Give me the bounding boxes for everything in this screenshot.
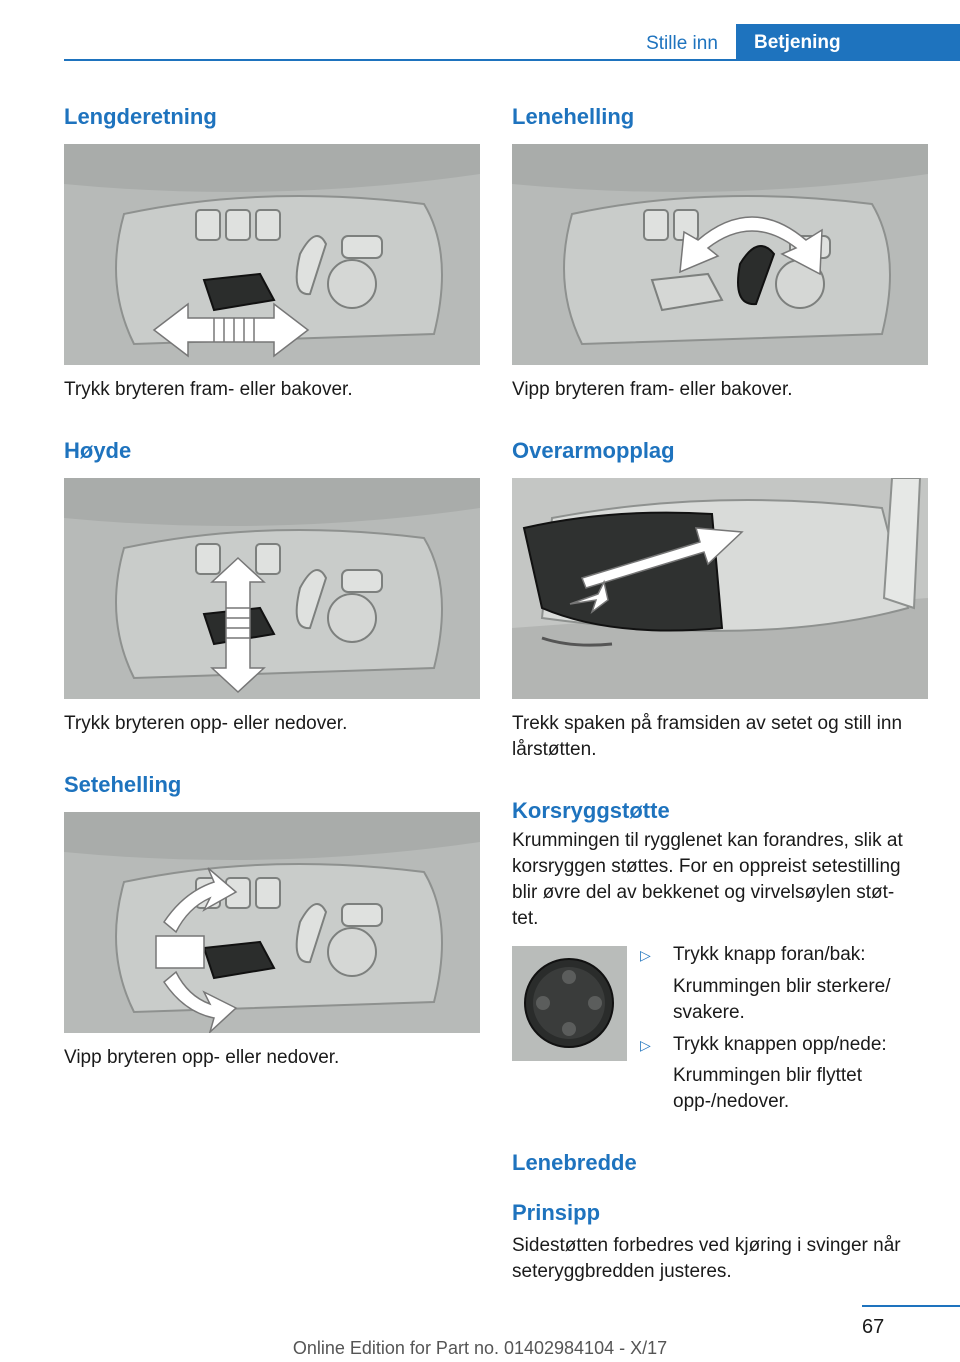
bullet-triangle-icon: ▷ bbox=[640, 1037, 651, 1053]
section-title-overarmopplag: Overarmopplag bbox=[512, 438, 675, 463]
section-title-lenebredde: Lenebredde bbox=[512, 1150, 637, 1175]
caption-overarmopplag-l2: lårstøtten. bbox=[512, 739, 597, 760]
header-chapter-tab[interactable]: Betjening bbox=[736, 24, 960, 60]
page-number: 67 bbox=[862, 1316, 885, 1338]
bullet-text: Trykk knapp foran/bak: bbox=[673, 944, 866, 965]
korsrygg-body-l1: Krummingen til rygglenet kan forandres, slik at bbox=[512, 830, 903, 851]
section-title-lengderetning: Lengderetning bbox=[64, 104, 217, 129]
section-title-korsryggstotte: Korsryggstøtte bbox=[512, 798, 670, 823]
prinsipp-body-l1: Sidestøtten forbedres ved kjøring i svinger når bbox=[512, 1235, 901, 1256]
korsrygg-body-l2: korsryggen støttes. For en oppreist setestilling bbox=[512, 856, 901, 877]
caption-lengderetning: Trykk bryteren fram- eller bakover. bbox=[64, 379, 353, 400]
bullet-sub-text: svakere. bbox=[673, 1002, 745, 1023]
caption-lenehelling: Vipp bryteren fram- eller bakover. bbox=[512, 379, 793, 400]
bullet-sub-text: opp-/nedover. bbox=[673, 1091, 790, 1112]
header-rule bbox=[64, 59, 960, 61]
bullet-sub-text: Krummingen blir sterkere/ bbox=[673, 976, 891, 997]
footer-edition: Online Edition for Part no. 01402984104 - X/17 bbox=[292, 1338, 668, 1358]
lumbar-knob-figure bbox=[512, 946, 627, 1061]
seat-controls-figure bbox=[64, 478, 480, 699]
seat-controls-figure bbox=[64, 812, 480, 1033]
korsrygg-body-l3: blir øvre del av bekkenet og virvelsøylen støt- bbox=[512, 882, 895, 903]
header-section-tab[interactable]: Stille inn bbox=[646, 33, 718, 54]
bullet-triangle-icon: ▷ bbox=[640, 947, 651, 963]
bullet-sub-text: Krummingen blir flyttet bbox=[673, 1065, 863, 1086]
caption-overarmopplag-l1: Trekk spaken på framsiden av setet og still inn bbox=[512, 713, 903, 734]
section-title-prinsipp: Prinsipp bbox=[512, 1200, 601, 1225]
armrest-figure bbox=[512, 478, 928, 699]
caption-hoyde: Trykk bryteren opp- eller nedover. bbox=[64, 713, 348, 734]
caption-setehelling: Vipp bryteren opp- eller nedover. bbox=[64, 1047, 340, 1068]
section-title-hoyde: Høyde bbox=[64, 438, 132, 463]
korsrygg-body-l4: tet. bbox=[512, 908, 539, 929]
section-title-lenehelling: Lenehelling bbox=[512, 104, 635, 129]
bullet-text: Trykk knappen opp/nede: bbox=[673, 1034, 887, 1055]
seat-controls-figure bbox=[64, 144, 480, 365]
prinsipp-body-l2: seteryggbredden justeres. bbox=[512, 1261, 732, 1282]
section-title-setehelling: Setehelling bbox=[64, 772, 182, 797]
footer-rule bbox=[862, 1305, 960, 1307]
seat-controls-figure bbox=[512, 144, 928, 365]
